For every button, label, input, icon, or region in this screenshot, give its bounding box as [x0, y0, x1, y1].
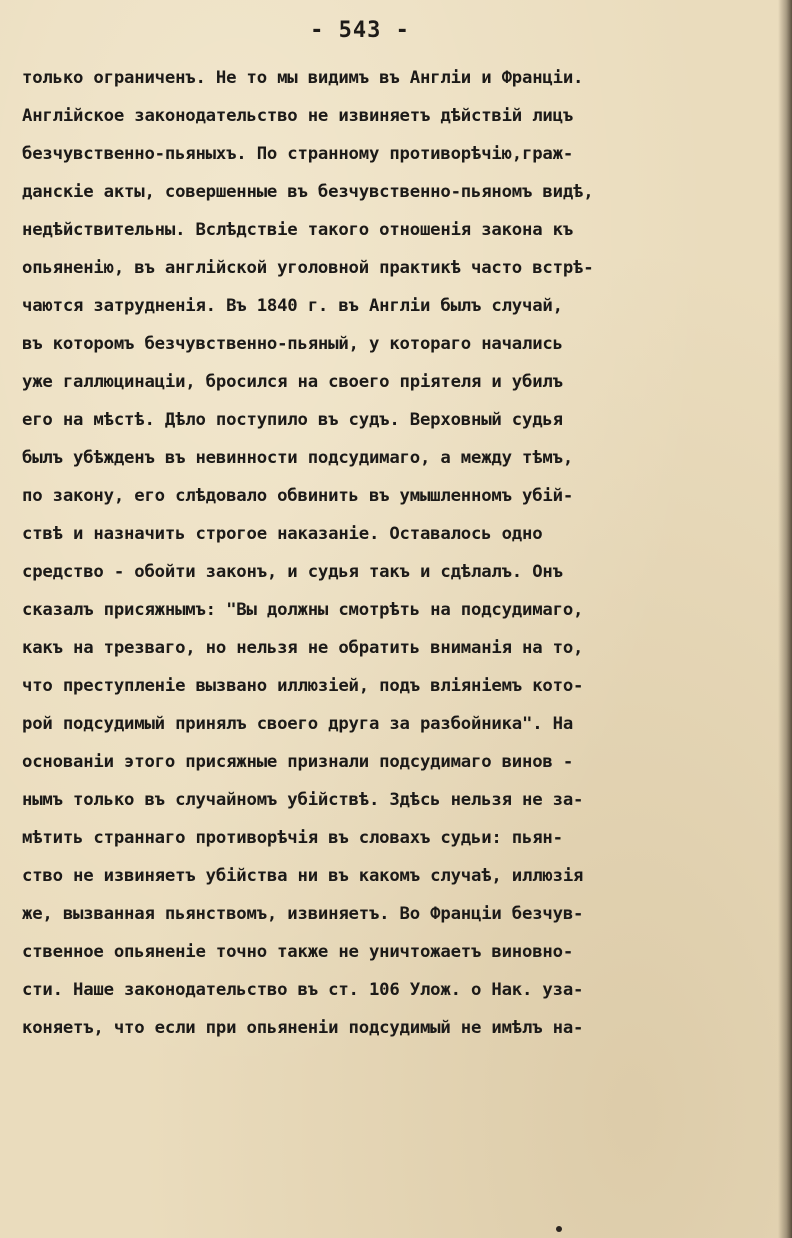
page-number: - 543 -: [310, 18, 410, 43]
text-line: мѣтить страннаго противорѣчiя въ словахъ судьи: пьян-: [22, 828, 563, 848]
text-line: рой подсудимый принялъ своего друга за разбойника". На: [22, 714, 574, 734]
text-line: нымъ только въ случайномъ убiйствѣ. Здѣсь нельзя не за-: [22, 790, 584, 810]
text-line: же, вызванная пьянствомъ, извиняетъ. Во Францiи безчув-: [22, 904, 584, 924]
text-line: его на мѣстѣ. Дѣло поступило въ судъ. Верховный судья: [22, 410, 563, 430]
text-line: чаются затрудненiя. Въ 1840 г. въ Англiи былъ случай,: [22, 296, 563, 316]
text-line: въ которомъ безчувственно-пьяный, у котораго начались: [22, 334, 563, 354]
text-line: что преступленiе вызвано иллюзiей, подъ влiянiемъ кото-: [22, 676, 584, 696]
text-line: данскiе акты, совершенные въ безчувственно-пьяномъ видѣ,: [22, 182, 594, 202]
text-line: по закону, его слѣдовало обвинить въ умышленномъ убiй-: [22, 486, 574, 506]
text-line: ствѣ и назначить строгое наказанiе. Оставалось одно: [22, 524, 543, 544]
text-line: безчувственно-пьяныхъ. По странному противорѣчiю,граж-: [22, 144, 574, 164]
text-line: какъ на трезваго, но нельзя не обратить вниманiя на то,: [22, 638, 584, 658]
text-line: ственное опьяненiе точно также не уничтожаетъ виновно-: [22, 942, 574, 962]
text-line: сказалъ присяжнымъ: "Вы должны смотрѣть на подсудимаго,: [22, 600, 584, 620]
text-line: коняетъ, что если при опьяненiи подсудимый не имѣлъ на-: [22, 1018, 584, 1038]
text-line: сти. Наше законодательство въ ст. 106 Улож. о Нак. уза-: [22, 980, 584, 1000]
text-line: средство - обойти законъ, и судья такъ и сдѣлалъ. Онъ: [22, 562, 563, 582]
text-line: только ограниченъ. Не то мы видимъ въ Англiи и Францiи.: [22, 68, 584, 88]
page-edge-shadow: [778, 0, 792, 1238]
text-line: ство не извиняетъ убiйства ни въ какомъ случаѣ, иллюзiя: [22, 866, 584, 886]
text-line: уже галлюцинацiи, бросился на своего прiятеля и убилъ: [22, 372, 563, 392]
text-line: былъ убѣжденъ въ невинности подсудимаго, а между тѣмъ,: [22, 448, 574, 468]
ink-speck: [556, 1226, 562, 1232]
text-line: основанiи этого присяжные признали подсудимаго винов -: [22, 752, 574, 772]
text-line: Англiйское законодательство не извиняетъ дѣйствiй лицъ: [22, 106, 574, 126]
body-text: [22, 59, 742, 1047]
text-line: недѣйствительны. Вслѣдствiе такого отношенiя закона къ: [22, 220, 574, 240]
text-line: опьяненiю, въ англiйской уголовной практикѣ часто встрѣ-: [22, 258, 594, 278]
